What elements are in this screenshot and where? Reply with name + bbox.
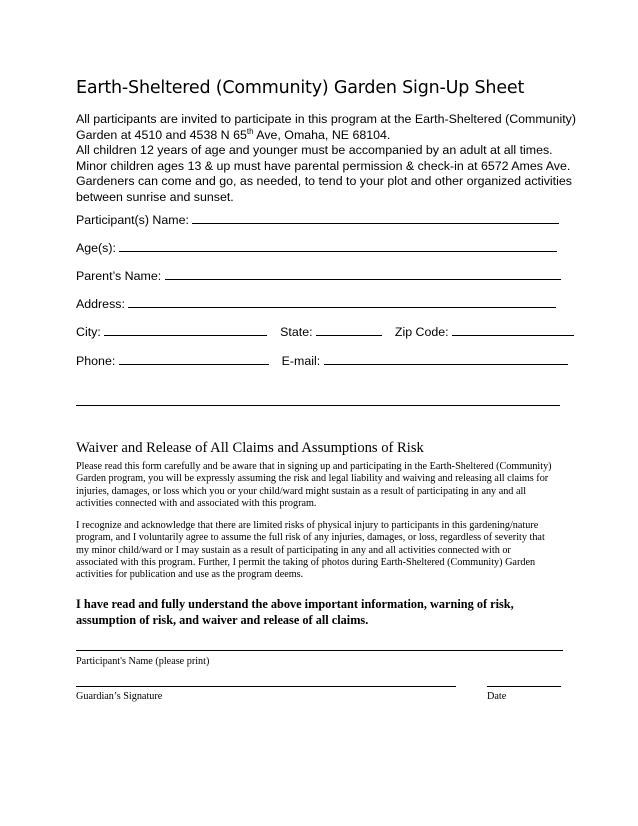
- zip-line[interactable]: [452, 324, 574, 336]
- city-label: City:: [76, 325, 101, 339]
- intro-paragraph: [76, 112, 576, 205]
- guardian-signature-line[interactable]: [76, 686, 456, 687]
- age-row: [76, 240, 566, 256]
- intro-superscript: th: [246, 126, 254, 136]
- zip-label: Zip Code:: [394, 325, 449, 339]
- address-line[interactable]: [128, 296, 556, 308]
- statement-line: assumption of risk, and waiver and release of all claims.: [76, 613, 369, 627]
- date-caption: Date: [487, 691, 507, 702]
- participant-name-signature-line[interactable]: [76, 650, 563, 651]
- phone-line[interactable]: [119, 353, 269, 365]
- waiver-title: Waiver and Release of All Claims and Assumptions of Risk: [76, 440, 424, 456]
- waiver-line: activities for publication and use as the program deems.: [76, 569, 304, 581]
- page-title: Earth-Sheltered (Community) Garden Sign-Up Sheet: [76, 78, 525, 98]
- waiver-line: program, and I voluntarily agree to assume the full risk of any injuries, damages, or loss, regardless of severity that: [76, 532, 545, 544]
- phone-label: Phone:: [76, 354, 116, 368]
- intro-line: Gardeners can come and go, as needed, to tend to your plot and other organized activities: [76, 174, 572, 188]
- state-line[interactable]: [316, 324, 382, 336]
- state-label: State:: [280, 325, 313, 339]
- waiver-line: Please read this form carefully and be aware that in signing up and participating in the Earth-Sheltered (Community): [76, 461, 552, 472]
- intro-line: All participants are invited to participate in this program at the Earth-Sheltered (Community): [76, 112, 576, 126]
- intro-line: All children 12 years of age and younger must be accompanied by an adult at all times.: [76, 143, 553, 157]
- waiver-line: Garden program, you will be expressly assuming the risk and legal liability and waiving and releasing all claims for: [76, 473, 549, 485]
- address-label: Address:: [76, 297, 125, 311]
- parent-name-row: [76, 268, 566, 284]
- city-state-zip-row: [76, 324, 566, 340]
- extra-entry-line[interactable]: [76, 405, 560, 406]
- waiver-line: I recognize and acknowledge that there are limited risks of physical injury to participants in this gardening/nature: [76, 520, 539, 531]
- waiver-line: associated with this program. Further, I permit the taking of photos during Earth-Sheltered (Community) Garden: [76, 556, 536, 568]
- participant-name-label: Participant(s) Name:: [76, 213, 189, 227]
- age-line[interactable]: [119, 240, 557, 252]
- intro-line: between sunrise and sunset.: [76, 189, 234, 204]
- email-line[interactable]: [324, 353, 568, 365]
- date-line[interactable]: [487, 686, 561, 687]
- waiver-line: my minor child/ward or I may sustain as a result of participating in any and all activities connected with or: [76, 544, 511, 556]
- intro-line: [76, 128, 576, 144]
- waiver-line: activities connected with and associated with this program.: [76, 497, 317, 509]
- intro-text: Garden at 4510 and 4538 N 65: [76, 127, 247, 142]
- age-label: Age(s):: [76, 241, 116, 255]
- guardian-signature-caption: Guardian’s Signature: [76, 691, 163, 702]
- intro-line: Minor children ages 13 & up must have parental permission & check-in at 6572 Ames Ave.: [76, 158, 571, 173]
- waiver-paragraph-1: [76, 461, 568, 510]
- parent-name-line[interactable]: [165, 268, 561, 280]
- acknowledgement-statement: [76, 596, 576, 628]
- waiver-paragraph-2: [76, 520, 568, 581]
- participant-name-caption: Participant's Name (please print): [76, 656, 210, 667]
- intro-text: Ave, Omaha, NE 68104.: [253, 127, 391, 142]
- participant-name-row: [76, 212, 566, 228]
- waiver-line: injuries, damages, or loss which you or your child/ward might sustain as a result of participating in any and all: [76, 485, 527, 497]
- address-row: [76, 296, 566, 312]
- participant-name-line[interactable]: [192, 212, 559, 224]
- statement-line: I have read and fully understand the above important information, warning of risk,: [76, 597, 514, 611]
- phone-email-row: [76, 353, 566, 369]
- parent-name-label: Parent’s Name:: [76, 269, 162, 283]
- email-label: E-mail:: [281, 354, 321, 368]
- city-line[interactable]: [104, 324, 267, 336]
